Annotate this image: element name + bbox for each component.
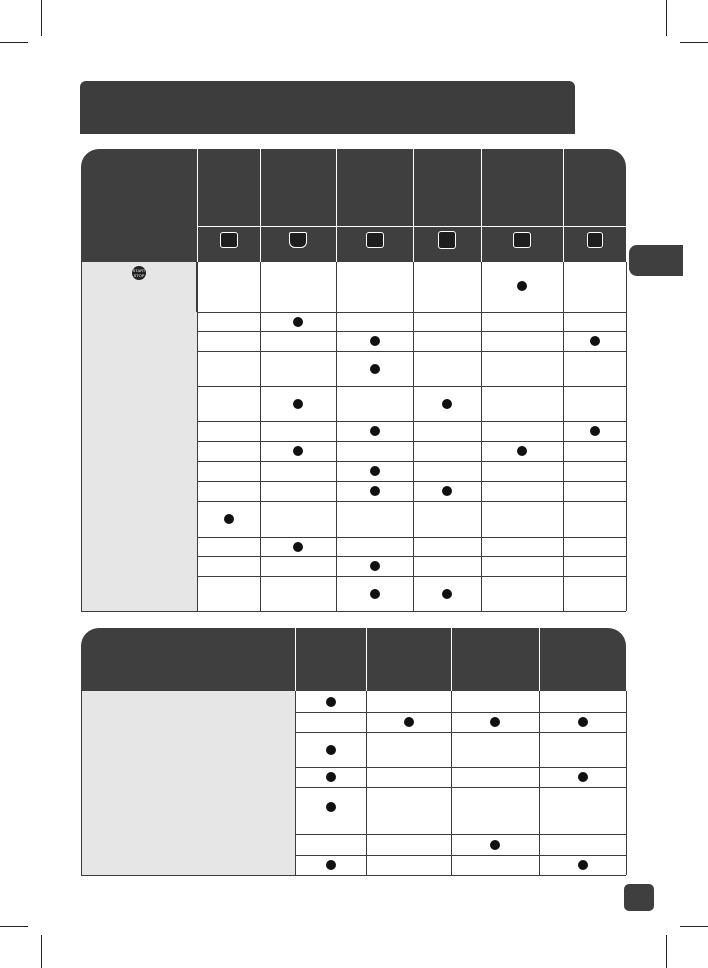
row-label [81, 461, 197, 481]
row-label [81, 732, 295, 767]
mark-dot [578, 717, 588, 727]
mark-dot [293, 399, 303, 409]
column-divider [366, 691, 367, 875]
mark-dot [370, 589, 380, 599]
crop-mark [680, 926, 708, 927]
header-divider [366, 628, 367, 691]
column-divider [626, 691, 627, 875]
row-divider [81, 875, 626, 876]
mark-dot [590, 426, 600, 436]
start-stop-icon: START STOP [132, 268, 146, 278]
column-divider [295, 691, 296, 875]
mark-dot [578, 860, 588, 870]
column-divider [451, 691, 452, 875]
mark-dot [442, 486, 452, 496]
mark-dot [578, 772, 588, 782]
row-label [81, 386, 197, 421]
mark-dot [517, 281, 527, 291]
crop-mark [666, 0, 667, 36]
mark-dot [442, 399, 452, 409]
crop-mark [41, 935, 42, 968]
header-divider [197, 226, 626, 227]
row-label [81, 441, 197, 461]
bowl-icon-2 [289, 232, 307, 248]
programs-table [81, 149, 626, 611]
bowl-icon-4 [438, 231, 456, 249]
mark-dot [370, 364, 380, 374]
column-divider [539, 691, 540, 875]
crop-mark [0, 42, 28, 43]
crop-mark [666, 935, 667, 968]
row-label [81, 787, 295, 834]
column-divider [81, 691, 82, 875]
column-divider [336, 262, 337, 611]
side-tab [629, 245, 683, 276]
mark-dot [293, 317, 303, 327]
header-divider [336, 149, 337, 262]
crop-mark [41, 0, 42, 36]
header-divider [451, 628, 452, 691]
column-divider [563, 262, 564, 611]
column-divider [626, 262, 627, 611]
mark-dot [370, 486, 380, 496]
crop-mark [680, 42, 708, 43]
row-label [81, 537, 197, 556]
row-label [81, 351, 197, 386]
header-divider [563, 149, 564, 262]
mark-dot [370, 426, 380, 436]
row-label [81, 501, 197, 537]
mark-dot [370, 466, 380, 476]
mark-dot [442, 589, 452, 599]
mark-dot [326, 860, 336, 870]
header-divider [413, 149, 414, 262]
row-label [81, 331, 197, 351]
mark-dot [326, 745, 336, 755]
header-divider [539, 628, 540, 691]
mark-dot [517, 446, 527, 456]
bowl-icon-3 [366, 232, 384, 248]
column-divider [481, 262, 482, 611]
crop-mark [0, 926, 28, 927]
row-label [81, 767, 295, 787]
row-label [81, 691, 295, 712]
column-divider [260, 262, 261, 611]
title-bar [80, 81, 575, 134]
bowl-icon-1 [220, 232, 238, 248]
row-label [81, 556, 197, 576]
options-table [81, 628, 626, 875]
column-divider [81, 262, 82, 611]
mark-dot [224, 514, 234, 524]
table-header [81, 628, 626, 691]
mark-dot [590, 336, 600, 346]
mark-dot [370, 561, 380, 571]
row-divider [81, 611, 626, 612]
row-label [81, 481, 197, 501]
bowl-icon-5 [513, 232, 531, 248]
row-label [81, 312, 197, 331]
header-divider [481, 149, 482, 262]
header-divider [260, 149, 261, 262]
mark-dot [370, 336, 380, 346]
row-label [81, 712, 295, 732]
column-divider [413, 262, 414, 611]
bowl-icon-6 [587, 232, 603, 248]
row-label [81, 834, 295, 855]
mark-dot [293, 446, 303, 456]
row-label [81, 262, 197, 312]
page-number [624, 884, 654, 911]
header-divider [197, 149, 198, 262]
mark-dot [490, 717, 500, 727]
mark-dot [293, 542, 303, 552]
mark-dot [404, 717, 414, 727]
column-divider [197, 262, 198, 611]
mark-dot [326, 772, 336, 782]
row-label [81, 855, 295, 875]
mark-dot [326, 697, 336, 707]
header-divider [295, 628, 296, 691]
table-header [81, 149, 626, 262]
mark-dot [490, 840, 500, 850]
mark-dot [326, 802, 336, 812]
row-label [81, 421, 197, 441]
row-label [81, 576, 197, 611]
